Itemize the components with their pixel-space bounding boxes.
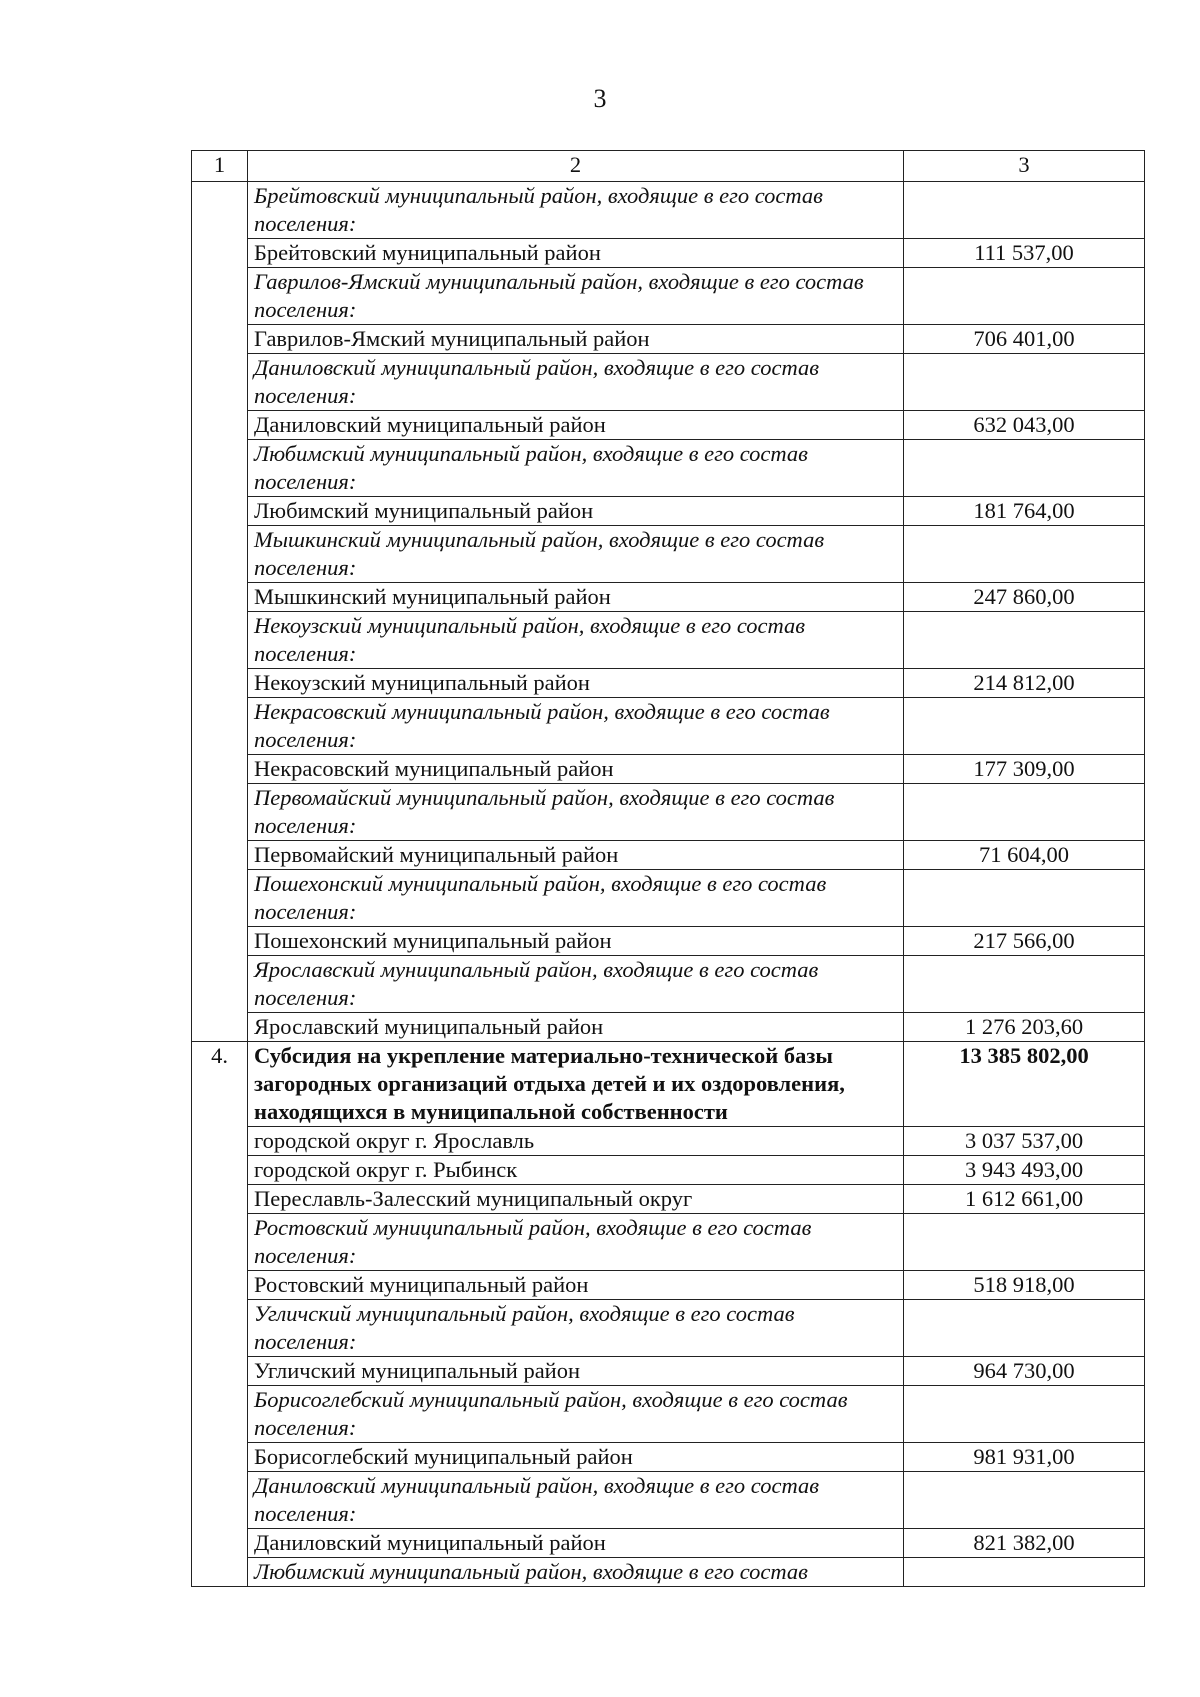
district-group-heading: Даниловский муниципальный район, входящие в его состав поселения: [248, 1472, 904, 1529]
amount-cell: 964 730,00 [904, 1357, 1145, 1386]
amount-cell: 177 309,00 [904, 755, 1145, 784]
district-name: Гаврилов-Ямский муниципальный район [248, 325, 904, 354]
table-row [192, 841, 1145, 870]
page-number: 3 [593, 84, 607, 113]
table-row [192, 583, 1145, 612]
amount-cell [904, 698, 1145, 755]
table-header-row [192, 151, 1145, 182]
district-group-heading: Ярославский муниципальный район, входящие в его состав поселения: [248, 956, 904, 1013]
table-row [192, 755, 1145, 784]
district-name: Некоузский муниципальный район [248, 669, 904, 698]
table-row [192, 1214, 1145, 1271]
amount-cell [904, 440, 1145, 497]
table-row [192, 182, 1145, 239]
table-row [192, 870, 1145, 927]
table-row [192, 497, 1145, 526]
table-row [192, 1300, 1145, 1357]
district-name: Пошехонский муниципальный район [248, 927, 904, 956]
table-row [192, 1386, 1145, 1443]
header-col-1: 1 [192, 151, 248, 182]
table-row [192, 1185, 1145, 1214]
table-row [192, 325, 1145, 354]
district-name: Ярославский муниципальный район [248, 1013, 904, 1042]
district-group-heading: Даниловский муниципальный район, входящие в его состав поселения: [248, 354, 904, 411]
district-name: городской округ г. Ярославль [248, 1127, 904, 1156]
district-name: Даниловский муниципальный район [248, 411, 904, 440]
row-number-blank [192, 182, 248, 1042]
table-row [192, 1529, 1145, 1558]
district-name: Любимский муниципальный район [248, 497, 904, 526]
amount-cell [904, 1558, 1145, 1587]
district-name: Некрасовский муниципальный район [248, 755, 904, 784]
amount-cell: 111 537,00 [904, 239, 1145, 268]
table-row [192, 1013, 1145, 1042]
amount-cell [904, 268, 1145, 325]
section-number: 4. [192, 1042, 248, 1587]
district-group-heading: Любимский муниципальный район, входящие в его состав [248, 1558, 904, 1587]
table-row [192, 669, 1145, 698]
district-group-heading: Брейтовский муниципальный район, входящие в его состав поселения: [248, 182, 904, 239]
amount-cell: 518 918,00 [904, 1271, 1145, 1300]
district-group-heading: Ростовский муниципальный район, входящие в его состав поселения: [248, 1214, 904, 1271]
amount-cell: 1 276 203,60 [904, 1013, 1145, 1042]
district-group-heading: Угличский муниципальный район, входящие в его состав поселения: [248, 1300, 904, 1357]
district-group-heading: Любимский муниципальный район, входящие в его состав поселения: [248, 440, 904, 497]
district-name: Борисоглебский муниципальный район [248, 1443, 904, 1472]
amount-cell [904, 1214, 1145, 1271]
table-row [192, 612, 1145, 669]
table-row [192, 1271, 1145, 1300]
table-row [192, 927, 1145, 956]
amount-cell [904, 870, 1145, 927]
district-name: Брейтовский муниципальный район [248, 239, 904, 268]
district-name: городской округ г. Рыбинск [248, 1156, 904, 1185]
section-total: 13 385 802,00 [904, 1042, 1145, 1127]
table-row [192, 1357, 1145, 1386]
amount-cell: 217 566,00 [904, 927, 1145, 956]
district-name: Первомайский муниципальный район [248, 841, 904, 870]
amount-cell [904, 526, 1145, 583]
table-row [192, 1156, 1145, 1185]
table-row [192, 440, 1145, 497]
table-row [192, 239, 1145, 268]
district-group-heading: Мышкинский муниципальный район, входящие в его состав поселения: [248, 526, 904, 583]
amount-cell: 821 382,00 [904, 1529, 1145, 1558]
district-group-heading: Первомайский муниципальный район, входящие в его состав поселения: [248, 784, 904, 841]
amount-cell [904, 354, 1145, 411]
table-row [192, 1558, 1145, 1587]
district-group-heading: Некоузский муниципальный район, входящие в его состав поселения: [248, 612, 904, 669]
table-row [192, 1443, 1145, 1472]
district-name: Ростовский муниципальный район [248, 1271, 904, 1300]
table-row [192, 784, 1145, 841]
district-name: Угличский муниципальный район [248, 1357, 904, 1386]
subsidy-table [191, 150, 1145, 1587]
amount-cell [904, 1472, 1145, 1529]
district-name: Мышкинский муниципальный район [248, 583, 904, 612]
header-col-3: 3 [904, 151, 1145, 182]
section-title-row [192, 1042, 1145, 1127]
table-row [192, 526, 1145, 583]
amount-cell: 706 401,00 [904, 325, 1145, 354]
amount-cell: 1 612 661,00 [904, 1185, 1145, 1214]
table-row [192, 354, 1145, 411]
amount-cell: 981 931,00 [904, 1443, 1145, 1472]
district-group-heading: Пошехонский муниципальный район, входящие в его состав поселения: [248, 870, 904, 927]
amount-cell [904, 1386, 1145, 1443]
amount-cell: 632 043,00 [904, 411, 1145, 440]
amount-cell: 71 604,00 [904, 841, 1145, 870]
amount-cell [904, 612, 1145, 669]
table-row [192, 956, 1145, 1013]
amount-cell: 181 764,00 [904, 497, 1145, 526]
district-group-heading: Борисоглебский муниципальный район, входящие в его состав поселения: [248, 1386, 904, 1443]
district-name: Переславль-Залесский муниципальный округ [248, 1185, 904, 1214]
amount-cell: 3 037 537,00 [904, 1127, 1145, 1156]
table-row [192, 698, 1145, 755]
amount-cell [904, 1300, 1145, 1357]
section-title: Субсидия на укрепление материально-технической базы загородных организаций отдыха детей и их оздоровления, находящихся в муниципальной собственности [248, 1042, 904, 1127]
table-row [192, 268, 1145, 325]
table-row [192, 1127, 1145, 1156]
amount-cell: 247 860,00 [904, 583, 1145, 612]
district-name: Даниловский муниципальный район [248, 1529, 904, 1558]
table-row [192, 411, 1145, 440]
amount-cell [904, 182, 1145, 239]
amount-cell [904, 956, 1145, 1013]
table-row [192, 1472, 1145, 1529]
amount-cell: 3 943 493,00 [904, 1156, 1145, 1185]
district-group-heading: Гаврилов-Ямский муниципальный район, входящие в его состав поселения: [248, 268, 904, 325]
amount-cell [904, 784, 1145, 841]
amount-cell: 214 812,00 [904, 669, 1145, 698]
header-col-2: 2 [248, 151, 904, 182]
district-group-heading: Некрасовский муниципальный район, входящие в его состав поселения: [248, 698, 904, 755]
